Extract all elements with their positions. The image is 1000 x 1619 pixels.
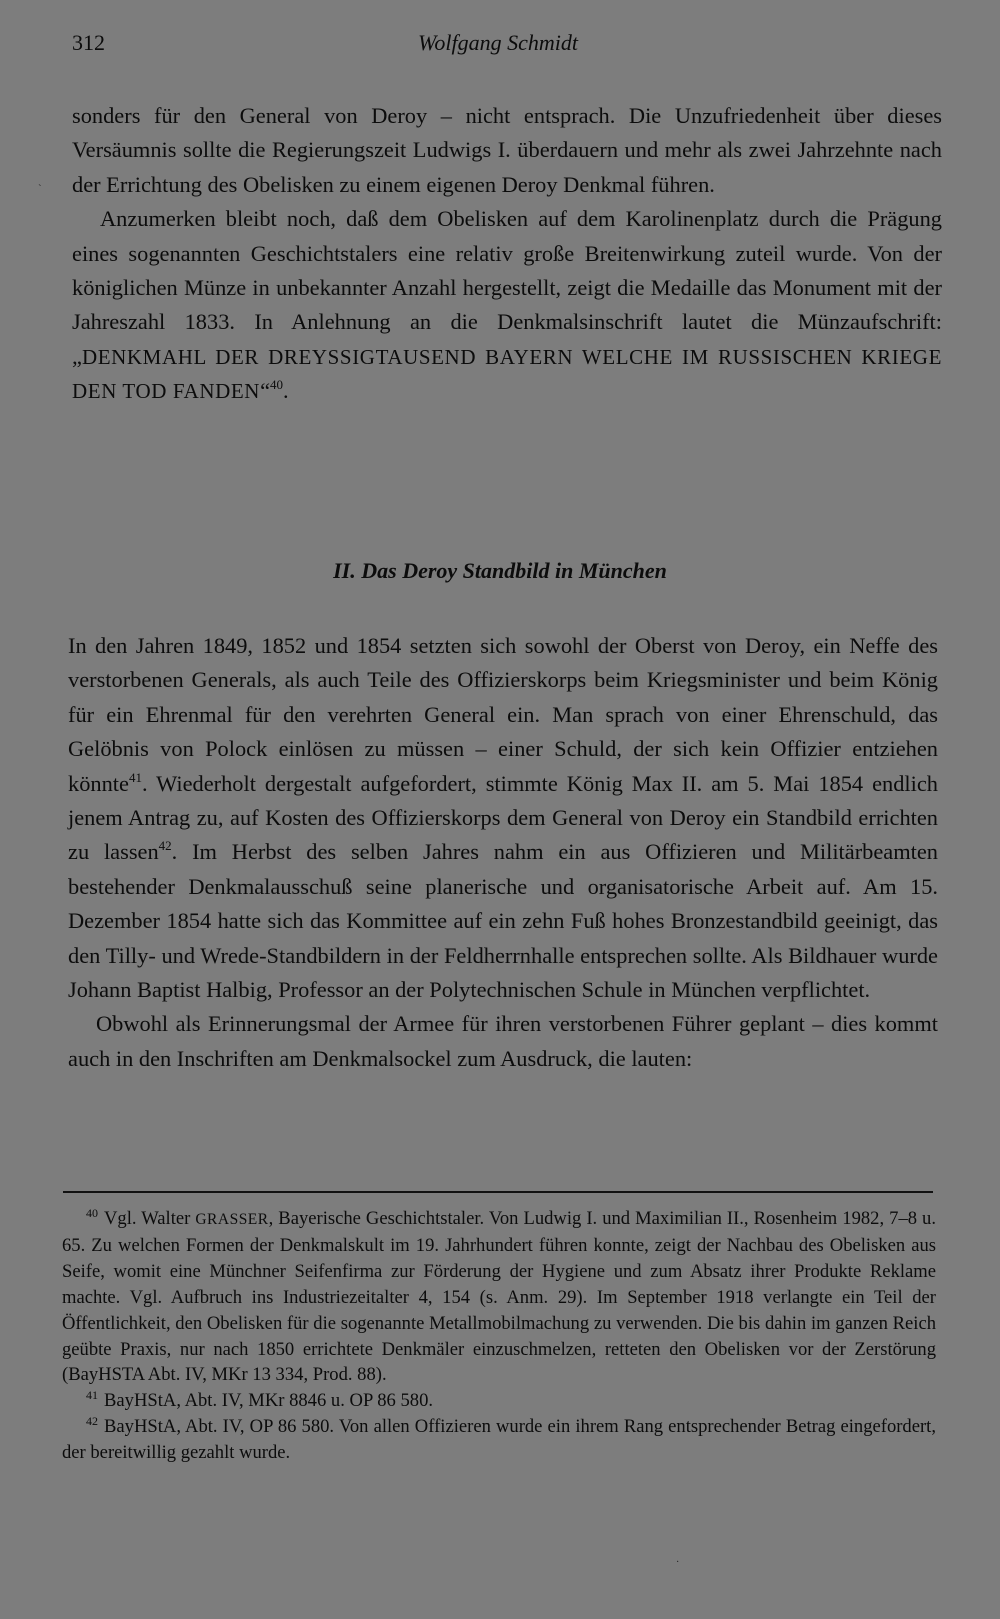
body-text-main — [68, 629, 938, 1076]
text-run: Vgl. Walter — [104, 1208, 196, 1229]
text-run: . — [283, 378, 289, 404]
footnote-number: 42 — [86, 1414, 98, 1429]
text-run: . Wiederholt dergestalt aufgefordert, stimmte König Max II. am 5. Mai 1854 endlich jenem Antrag zu, auf Kosten des Offizierskorps dem General von Deroy ein Standbild errichten zu lassen — [68, 770, 938, 865]
text-run: Anzumerken bleibt noch, daß dem Obelisken auf dem Karolinenplatz durch die Prägung eines sogenannten Geschichtstalers eine relativ große Breitenwirkung zuteil wurde. Von der königlichen Münze in unbekannter Anzahl hergestellt, zeigt die Medaille das Monument mit der Jahreszahl 1833. In Anlehnung an die Denkmalsinschrift lautet die Münzaufschrift: „ — [72, 206, 942, 369]
text-run: , Bayerische Geschichtstaler. Von Ludwig I. und Maximilian II., Rosenheim 1982, 7–8 u. 65. Zu welchen Formen der Denkmalskult im 19. Jahrhundert führen konnte, zeigt der Nachbau des Obelisken aus Seife, womit eine Münchner Seifenfirma zur Förderung der Hygiene und zum Absatz ihrer Produkte Reklame machte. Vgl. Aufbruch ins Industriezeitalter 4, 154 (s. Anm. 29). Im September 1918 verlangte ein Teil der Öffentlichkeit, den Obelisken für die sogenannte Metallmobilmachung zu verwenden. Die bis dahin im ganzen Reich geübte Praxis, nur nach 1850 errichtete Denkmäler einzuschmelzen, retteten den Obelisken vor der Zerstörung (BayHSTA Abt. IV, MKr 13 334, Prod. 88). — [62, 1208, 936, 1386]
page-header — [72, 30, 924, 66]
paragraph — [68, 1007, 938, 1076]
scan-speck: · — [676, 1557, 680, 1568]
footnote-number: 40 — [86, 1206, 98, 1220]
scan-speck: ˋ — [38, 183, 42, 195]
footnotes — [62, 1206, 936, 1466]
author-name: GRASSER — [195, 1211, 269, 1228]
footnote — [62, 1206, 936, 1388]
footnote-divider — [63, 1191, 933, 1193]
text-run: BayHStA, Abt. IV, OP 86 580. Von allen Offizieren wurde ein ihrem Rang entsprechender Betrag eingefordert, der bereitwillig gezahlt wurde. — [62, 1416, 936, 1464]
footnote-ref: 41 — [128, 769, 142, 785]
paragraph — [72, 202, 942, 408]
section-title: II. Das Deroy Standbild in München — [333, 558, 667, 583]
footnote — [62, 1388, 936, 1414]
text-run: Obwohl als Erinnerungsmal der Armee für ihren verstorbenen Führer geplant – dies kommt auch in den Inschriften am Denkmalsockel zum Ausdruck, die lauten: — [68, 1011, 938, 1071]
body-text-top — [72, 99, 942, 409]
paragraph — [68, 629, 938, 1007]
running-head: Wolfgang Schmidt — [418, 30, 578, 55]
footnote-ref: 42 — [158, 838, 172, 854]
text-run: . Im Herbst des selben Jahres nahm ein aus Offizieren und Militärbeamten bestehender Denkmalausschuß seine planerische und organisatorische Arbeit auf. Am 15. Dezember 1854 hatte sich das Kommittee auf ein zehn Fuß hohes Bronzestandbild geeinigt, das den Tilly- und Wrede-Standbildern in der Feldherrnhalle entsprechen sollte. Als Bildhauer wurde Johann Baptist Halbig, Professor an der Polytechnischen Schule in München verpflichtet. — [68, 839, 938, 1003]
page-number: 312 — [72, 30, 105, 55]
text-run: sonders für den General von Deroy – nicht entsprach. Die Unzufriedenheit über dieses Versäumnis sollte die Regierungszeit Ludwigs I. überdauern und mehr als zwei Jahrzehnte nach der Errichtung des Obelisken zu einem eigenen Deroy Denkmal führen. — [72, 103, 942, 197]
paragraph — [72, 99, 942, 202]
footnote — [62, 1414, 936, 1466]
text-run: In den Jahren 1849, 1852 und 1854 setzten sich sowohl der Oberst von Deroy, ein Neffe des verstorbenen Generals, als auch Teile des Offizierskorps beim Kriegsminister und beim König für ein Ehrenmal für den verehrten General ein. Man sprach von einer Ehrenschuld, das Gelöbnis von Polock einlösen zu müssen – einer Schuld, der sich kein Offizier entziehen könnte — [68, 633, 938, 796]
text-run: “ — [260, 378, 271, 404]
text-run: BayHStA, Abt. IV, MKr 8846 u. OP 86 580. — [104, 1390, 434, 1412]
footnote-number: 41 — [86, 1388, 98, 1403]
inscription-text: DENKMAHL DER DREYSSIGTAUSEND BAYERN WELCHE IM RUSSISCHEN KRIEGE DEN TOD FANDEN — [72, 344, 942, 404]
footnote-ref: 40 — [270, 377, 284, 393]
